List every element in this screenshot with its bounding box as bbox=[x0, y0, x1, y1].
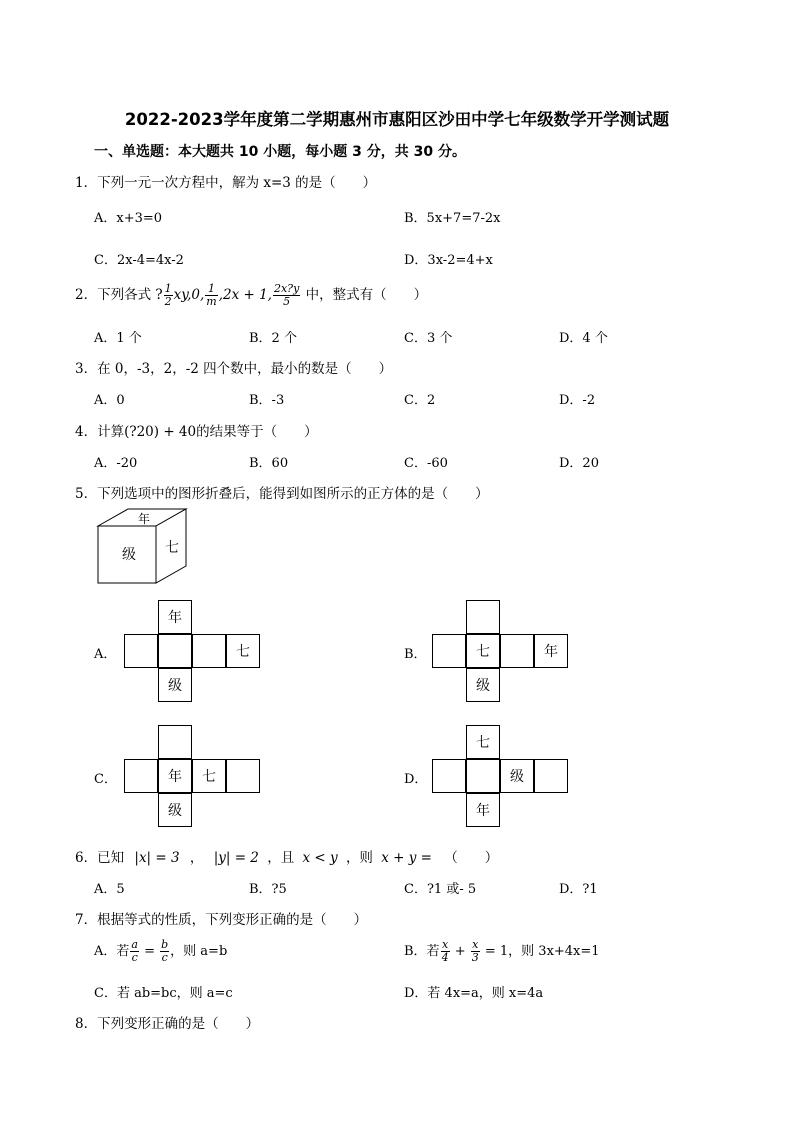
q3-option-b[interactable]: B．-3 bbox=[249, 393, 285, 408]
net-cell bbox=[534, 759, 568, 793]
q7-option-c[interactable]: C．若 ab=bc，则 a=c bbox=[94, 986, 233, 1001]
q6-option-c[interactable]: C．?1 或- 5 bbox=[404, 882, 477, 897]
net-cell: 年 bbox=[158, 600, 192, 634]
net-cell: 七 bbox=[226, 634, 260, 668]
q6-sep-1: ， bbox=[189, 850, 204, 866]
q6-abs-x: |x| = 3 bbox=[134, 850, 180, 866]
q6-stem bbox=[75, 846, 498, 866]
cube-figure bbox=[94, 506, 194, 586]
net-cell: 年 bbox=[158, 759, 192, 793]
net-cell bbox=[432, 759, 466, 793]
net-cell bbox=[226, 759, 260, 793]
q3-option-d[interactable]: D．-2 bbox=[559, 393, 596, 408]
q6-abs-y: |y| = 2 bbox=[213, 850, 259, 866]
net-cell bbox=[432, 634, 466, 668]
q2-option-c[interactable]: C．3 个 bbox=[404, 331, 453, 346]
q2-fraction-1: $\frac{1}{2}$ bbox=[164, 282, 172, 308]
q3-stem: 3．在 0，-3，2，-2 四个数中，最小的数是（ ） bbox=[75, 361, 393, 377]
q8-stem: 8．下列变形正确的是（ ） bbox=[75, 1016, 260, 1032]
q6-sep-2: ，且 bbox=[267, 850, 295, 866]
q6-option-b[interactable]: B．?5 bbox=[249, 882, 287, 897]
q7-a-fraction-2: $\frac{b}{c}$ bbox=[161, 938, 169, 964]
net-cell bbox=[158, 634, 192, 668]
q7-b-fraction-1: $\frac{x}{4}$ bbox=[441, 938, 449, 964]
q2-fraction-2: $\frac{1}{m}$ bbox=[206, 282, 217, 308]
net-cell: 级 bbox=[158, 668, 192, 702]
net-cell bbox=[500, 634, 534, 668]
net-cell: 年 bbox=[534, 634, 568, 668]
q4-option-a[interactable]: A．-20 bbox=[94, 456, 138, 471]
net-cell bbox=[192, 634, 226, 668]
q4-option-b[interactable]: B．60 bbox=[249, 456, 289, 471]
q5-option-a-label[interactable]: A． bbox=[94, 647, 117, 662]
q2-option-a[interactable]: A．1 个 bbox=[94, 331, 142, 346]
q6-option-a[interactable]: A．5 bbox=[94, 882, 125, 897]
q7-option-d[interactable]: D．若 4x=a，则 x=4a bbox=[404, 986, 544, 1001]
q2-stem bbox=[75, 283, 427, 308]
q1-option-a[interactable]: A．x+3=0 bbox=[94, 211, 163, 226]
q7-option-b[interactable] bbox=[404, 939, 600, 964]
net-cell bbox=[466, 600, 500, 634]
net-cell: 级 bbox=[500, 759, 534, 793]
net-cell: 七 bbox=[466, 725, 500, 759]
q6-tail: （ ） bbox=[444, 850, 499, 866]
q7-a-equals: = bbox=[139, 944, 160, 959]
q7-b-plus: + bbox=[450, 944, 470, 959]
net-cell: 七 bbox=[192, 759, 226, 793]
cube-front-char: 级 bbox=[122, 547, 136, 563]
q5-stem: 5．下列选项中的图形折叠后，能得到如图所示的正方体的是（ ） bbox=[75, 486, 489, 502]
net-cell: 年 bbox=[466, 793, 500, 827]
q7-b-prefix: B．若 bbox=[404, 944, 440, 959]
cube-top-char: 年 bbox=[137, 512, 151, 526]
net-cell: 级 bbox=[158, 793, 192, 827]
q6-sep-3: ，则 bbox=[345, 850, 373, 866]
net-cell: 级 bbox=[466, 668, 500, 702]
q4-option-c[interactable]: C．-60 bbox=[404, 456, 448, 471]
q6-inequality: x < y bbox=[302, 850, 338, 866]
net-cell bbox=[466, 759, 500, 793]
page-title: 2022-2023学年度第二学期惠州市惠阳区沙田中学七年级数学开学测试题 bbox=[124, 110, 670, 129]
q7-a-fraction-1: $\frac{a}{c}$ bbox=[131, 938, 138, 964]
q7-option-a[interactable] bbox=[94, 939, 227, 964]
q2-fraction-3: $\frac{2x?y}{5}$ bbox=[273, 282, 300, 308]
q1-option-b[interactable]: B．5x+7=7-2x bbox=[404, 211, 501, 226]
q7-a-suffix: ，则 a=b bbox=[170, 944, 228, 959]
q7-stem: 7．根据等式的性质，下列变形正确的是（ ） bbox=[75, 912, 368, 928]
q5-option-d-label[interactable]: D． bbox=[404, 772, 428, 787]
net-cell bbox=[124, 634, 158, 668]
q2-term-2: ,2x + 1, bbox=[218, 287, 272, 303]
q7-b-suffix: = 1，则 3x+4x=1 bbox=[480, 944, 600, 959]
q6-expression: x + y = bbox=[381, 850, 432, 866]
section-heading: 一、单选题：本大题共 10 小题，每小题 3 分，共 30 分。 bbox=[94, 144, 466, 160]
q1-option-d[interactable]: D．3x-2=4+x bbox=[404, 253, 493, 268]
q2-suffix: 中，整式有（ ） bbox=[301, 287, 428, 303]
q5-option-b-label[interactable]: B． bbox=[404, 647, 427, 662]
q5-option-c-label[interactable]: C． bbox=[94, 772, 117, 787]
net-cell bbox=[158, 725, 192, 759]
q3-option-c[interactable]: C．2 bbox=[404, 393, 436, 408]
q7-a-prefix: A．若 bbox=[94, 944, 130, 959]
q2-option-d[interactable]: D．4 个 bbox=[559, 331, 608, 346]
q7-b-fraction-2: $\frac{x}{3}$ bbox=[471, 938, 479, 964]
cube-side-char: 七 bbox=[165, 540, 179, 556]
net-cell bbox=[124, 759, 158, 793]
q2-option-b[interactable]: B．2 个 bbox=[249, 331, 297, 346]
q2-term-1: xy,0, bbox=[173, 287, 205, 303]
net-cell: 七 bbox=[466, 634, 500, 668]
q6-option-d[interactable]: D．?1 bbox=[559, 882, 598, 897]
q2-prefix: 2．下列各式 ? bbox=[75, 287, 163, 303]
q3-option-a[interactable]: A．0 bbox=[94, 393, 125, 408]
q4-option-d[interactable]: D．20 bbox=[559, 456, 599, 471]
q1-option-c[interactable]: C．2x-4=4x-2 bbox=[94, 253, 184, 268]
q4-stem: 4．计算(?20) + 40的结果等于（ ） bbox=[75, 424, 318, 440]
q1-stem: 1．下列一元一次方程中，解为 x=3 的是（ ） bbox=[75, 175, 377, 191]
q6-lead: 6．已知 bbox=[75, 850, 125, 866]
